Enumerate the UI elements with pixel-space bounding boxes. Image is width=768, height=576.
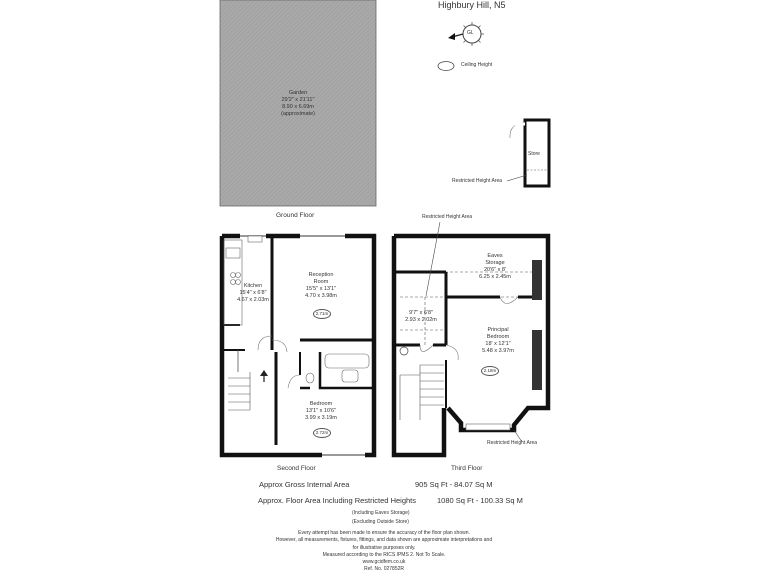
reception-imperial: 15'5" x 13'1" <box>305 285 337 292</box>
bedroom-metric: 3.99 x 3.19m <box>305 414 337 421</box>
principal-name2: Bedroom <box>486 333 510 340</box>
store-label: Store <box>528 151 540 157</box>
restricted-area-label: Approx. Floor Area Including Restricted Heights <box>258 496 416 505</box>
garden-metric: 8.90 x 6.69m <box>282 103 314 110</box>
restricted-height-top-label: Restricted Height Area <box>422 214 473 220</box>
excluding-store-note: (Excluding Outside Store) <box>352 519 409 525</box>
eaves-metric: 6.25 x 2.45m <box>479 273 511 280</box>
store-restricted-label: Restricted Height Area <box>452 178 503 184</box>
eaves-imperial: 20'6" x 8' <box>483 266 507 273</box>
eaves-name: Eaves <box>487 253 503 259</box>
bedroom-ceiling-height: 2.72m <box>313 428 331 438</box>
eaves-storage-label <box>470 253 520 281</box>
reception-ceiling-height: 2.71m <box>313 309 331 319</box>
including-eaves-note: (Including Eaves Storage) <box>352 510 410 516</box>
small-room-label <box>400 310 442 324</box>
reception-metric: 4.70 x 3.98m <box>305 292 337 299</box>
principal-metric: 5.48 x 3.97m <box>482 347 514 354</box>
reception-label <box>292 272 350 300</box>
compass-icon <box>448 22 484 46</box>
ceiling-height-legend-label: Ceiling Height <box>461 62 493 68</box>
address-title: Highbury Hill, N5 <box>438 0 506 10</box>
garden-label <box>268 90 328 118</box>
reference-number: Ref. No. 027852R <box>363 566 405 573</box>
disclaimer-line: Measured according to the RICS IPMS 2. Not To Scale. <box>322 551 446 558</box>
disclaimer-line: However, all measurements, fixtures, fittings, and data shown are approximate interpretations and <box>275 537 493 544</box>
principal-ceiling-height: 2.18m <box>481 366 499 376</box>
kitchen-metric: 4.67 x 2.03m <box>237 296 269 303</box>
restricted-area-value: 1080 Sq Ft - 100.33 Sq M <box>437 496 523 505</box>
reception-name2: Room <box>313 278 329 285</box>
boiler-icon <box>400 347 408 355</box>
disclaimer-line: for illustrative purposes only. <box>352 544 416 551</box>
garden-note: (approximate) <box>281 110 315 117</box>
garden-name: Garden <box>288 90 308 96</box>
bedroom-imperial: 13'1" x 10'6" <box>305 407 337 414</box>
kitchen-name: Kitchen <box>243 283 263 289</box>
kitchen-label <box>228 283 278 304</box>
principal-imperial: 18' x 12'1" <box>485 340 511 347</box>
bathroom-fittings <box>306 354 369 383</box>
second-floor-label: Second Floor <box>277 465 316 472</box>
kitchen-imperial: 15'4" x 6'8" <box>239 289 267 296</box>
disclaimer <box>234 530 534 574</box>
ceiling-height-legend-icon <box>438 62 454 71</box>
second-floor-plan <box>222 236 374 455</box>
reception-name: Reception <box>308 272 334 278</box>
compass-label: GL <box>467 30 474 36</box>
gross-area-label: Approx Gross Internal Area <box>259 480 350 489</box>
garden-imperial: 29'2" x 21'11" <box>281 96 315 103</box>
bedroom-label <box>292 401 350 422</box>
principal-name: Principal <box>487 327 509 333</box>
restricted-height-bottom-label: Restricted Height Area <box>487 440 538 446</box>
disclaimer-line: Every attempt has been made to ensure the accuracy of the floor plan shown. <box>298 530 470 536</box>
small-room-metric: 2.93 x 2.02m <box>405 316 437 323</box>
ground-floor-label: Ground Floor <box>276 212 315 219</box>
eaves-name2: Storage <box>485 259 505 266</box>
bedroom-name: Bedroom <box>309 401 333 407</box>
second-floor-doors <box>258 336 300 388</box>
gross-area-value: 905 Sq Ft - 84.07 Sq M <box>415 480 493 489</box>
principal-bedroom-label <box>468 327 528 355</box>
third-floor-label: Third Floor <box>451 465 483 472</box>
small-room-imperial: 9'7" x 6'8" <box>408 310 434 316</box>
website-link[interactable]: www.gcidfem.co.uk <box>362 559 406 566</box>
